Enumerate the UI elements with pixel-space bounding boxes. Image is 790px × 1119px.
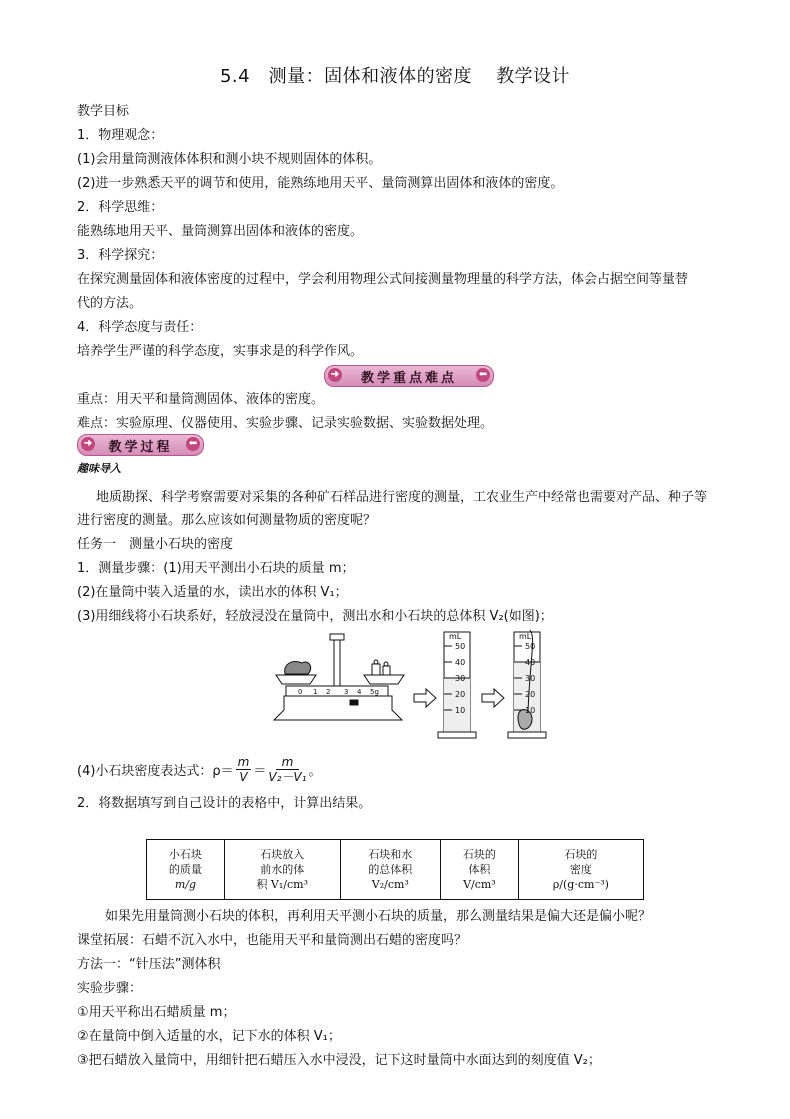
step-2: (2)在量筒中装入适量的水，读出水的体积 V₁； [77,585,348,600]
cylinder-tick: 10 [525,706,536,715]
density-formula [77,752,321,786]
intro-tag: 趣味导入 [77,462,121,475]
cylinder-tick: 50 [525,642,536,651]
cell-line: 石块和水 [368,848,413,861]
goal-2-heading: 2．科学思维： [77,200,164,215]
cylinder-tick: 40 [455,658,466,667]
banner-key-points [324,365,494,387]
table-row [147,840,644,900]
fraction-denominator: V₂－V₁ [268,769,307,784]
scale-tick-label: 0 [298,688,303,696]
arrow-right-icon [414,689,436,707]
cylinder-tick: 50 [455,642,466,651]
goal-2a: 能熟练地用天平、量筒测算出固体和液体的密度。 [77,224,364,239]
intro-line1: 地质勘探、科学考察需要对采集的各种矿石样品进行密度的测量，工农业生产中经常也需要对产品、种子等 [96,490,708,505]
fraction-denominator: V [239,769,248,784]
balance-scale [274,634,404,720]
cell-line: V₂/cm³ [371,878,409,891]
goal-1a: (1)会用量筒测液体体积和测小块不规则固体的体积。 [77,152,382,167]
cylinder-tick: 30 [455,674,466,683]
cylinder-unit: mL [519,632,532,641]
data-table [146,839,644,900]
question: 如果先用量筒测小石块的体积，再利用天平测小石块的质量，那么测量结果是偏大还是偏小呢？ [105,909,652,924]
cell-line: 石块的 [564,848,598,861]
cell-line: 密度 [569,863,592,876]
cell-line: 积 V₁/cm³ [256,878,308,891]
intro-line2: 进行密度的测量。那么应该如何测量物质的密度呢？ [77,513,377,528]
cell-line: 石块的 [462,848,496,861]
cell-line: 石块放入 [260,848,305,861]
formula-fraction-1 [236,755,252,784]
item-2: 2．将数据填写到自己设计的表格中，计算出结果。 [77,796,372,811]
table-cell [147,840,225,900]
cylinder-tick: 20 [525,690,536,699]
scale-tick-label: 3 [344,688,349,696]
key-point: 重点：用天平和量筒测固体、液体的密度。 [77,392,325,407]
banner-process [77,434,204,456]
goal-3a-line2: 代的方法。 [77,296,143,311]
scale-tick-label: 1 [313,688,318,696]
cell-line: 小石块 [168,848,202,861]
table-cell [224,840,340,900]
goal-4-heading: 4．科学态度与责任： [77,320,203,335]
cell-line: 的总体积 [368,863,413,876]
formula-equals: ＝ [253,763,267,779]
difficulty: 难点：实验原理、仪器使用、实验步骤、记录实验数据、实验数据处理。 [77,416,494,431]
experiment-steps-heading: 实验步骤： [77,981,143,996]
scale-tick-label: 4 [357,688,362,696]
scale-tick-label: 5g [370,688,379,696]
wax-step-3: ③把石蜡放入量筒中，用细针把石蜡压入水中浸没，记下这时量筒中水面达到的刻度值 V₂； [77,1053,601,1068]
fraction-numerator: m [237,754,250,769]
title-main: 5.4 测量：固体和液体的密度 [219,66,473,87]
cell-line: V/cm³ [463,878,496,891]
goal-3a-line1: 在探究测量固体和液体密度的过程中，学会利用物理公式间接测量物理量的科学方法，体会占据空间等量替 [77,272,689,287]
table-cell [340,840,440,900]
cylinder-unit: mL [449,632,462,641]
arrow-right-icon [482,689,504,707]
arrow-left-icon: ⬅ [186,437,200,451]
task-1-heading: 任务一 测量小石块的密度 [77,537,234,552]
arrow-right-icon: ➜ [81,437,95,451]
banner-process-label: 教学过程 [108,439,173,455]
scale-tick-label: 2 [326,688,331,696]
formula-end: 。 [308,763,322,779]
extension: 课堂拓展：石蜡不沉入水中，也能用天平和量筒测出石蜡的密度吗？ [77,933,468,948]
step-3: (3)用细线将小石块系好，轻放浸没在量筒中，测出水和小石块的总体积 V₂(如图)； [77,609,553,624]
cylinder-tick: 40 [525,658,536,667]
goal-1-heading: 1．物理观念： [77,128,164,143]
wax-step-2: ②在量筒中倒入适量的水，记下水的体积 V₁； [77,1029,341,1044]
arrow-left-icon: ⬅ [476,368,490,382]
cell-line: 体积 [468,863,491,876]
goal-3-heading: 3．科学探究： [77,248,164,263]
goal-1b: (2)进一步熟悉天平的调节和使用，能熟练地用天平、量筒测算出固体和液体的密度。 [77,176,564,191]
apparatus-figure [268,628,558,744]
arrow-right-icon: ➜ [328,368,342,382]
goal-4a: 培养学生严谨的科学态度，实事求是的科学作风。 [77,344,364,359]
table-cell [518,840,643,900]
cell-line: 前水的体 [260,863,305,876]
method-1: 方法一：“针压法”测体积 [77,957,221,972]
page-title [0,62,790,88]
wax-step-1: ①用天平称出石蜡质量 m； [77,1005,236,1020]
table-cell [440,840,518,900]
formula-fraction-2 [268,755,306,784]
cylinder-tick: 30 [525,674,536,683]
cell-line: 的质量 [168,863,202,876]
cylinder-tick: 20 [455,690,466,699]
banner-key-points-label: 教学重点难点 [360,370,457,386]
step-1: 1．测量步骤：(1)用天平测出小石块的质量 m； [77,561,355,576]
cylinder-tick: 10 [455,706,466,715]
title-sub: 教学设计 [496,66,571,87]
goals-heading: 教学目标 [77,104,130,119]
cell-line: ρ/(g·cm⁻³) [552,878,609,891]
formula-prefix: (4)小石块密度表达式：ρ＝ [77,763,234,779]
fraction-numerator: m [276,755,300,770]
cell-line: m/g [174,878,196,891]
